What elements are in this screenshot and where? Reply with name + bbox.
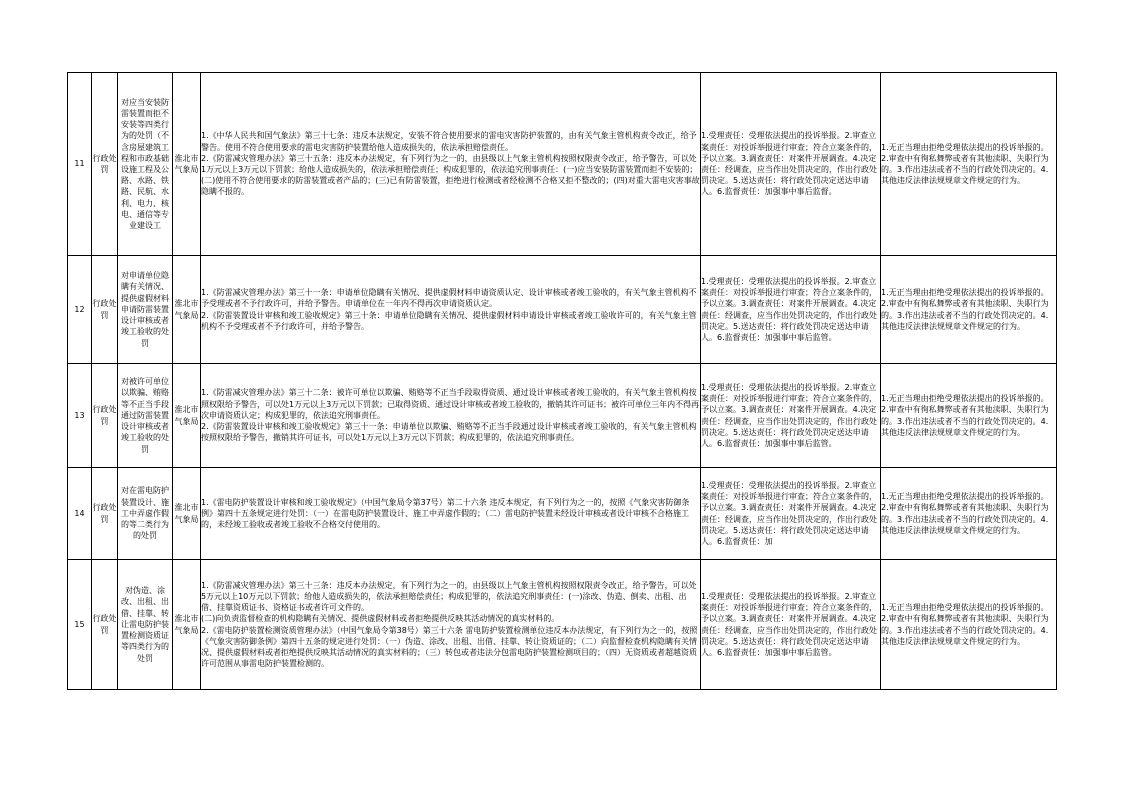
table-row (68, 468, 1057, 560)
table-row (68, 256, 1057, 364)
legal-basis (201, 256, 701, 364)
legal-basis (201, 560, 701, 690)
responsibility-items: 1.受理责任：受理依法提出的投诉举报。2.审查立案责任：对投诉举报进行审查；符合立案条件的，予以立案。3.调查责任：对案件开展调查。4.决定责任：经调查，应当作出处罚决定的，作出行政处罚决定。5.送达责任：将行政处罚决定送达申请人。6.监督责任：加强事中事后监管。 (701, 560, 881, 690)
implementing-department: 淮北市气象局 (173, 560, 201, 690)
power-item-name: 对在雷电防护装置设计、施工中弄虚作假的等二类行为的处罚 (118, 468, 173, 560)
power-item-text: 对应当安装防雷装置而拒不安装等四类行为的处罚（不含房屋建筑工程和市政基础设施工程及公路、水路、铁路、民航、水利、电力、核电、通信等专业建设工 (121, 97, 169, 231)
legal-basis-text: 1.《中华人民共和国气象法》第三十七条：违反本法规定，安装不符合使用要求的雷电灾害防护装置的，由有关气象主管机构责令改正，给予警告。使用不符合使用要求的雷电灾害防护装置给他人造成损失的，依法承担赔偿责任。 2.《防雷减灾管理办法》第三十五条：违反本办法规定，有下列行为之一的，由县级以上气象主管机构按照权限责令改正，给予警告，可以处1万元以上3万元以下罚款；给他人造成损失的，依法承担赔偿责任；构成犯罪的，依法追究刑事责任：(一)应当安装防雷装置而拒不安装的；(二)使用不符合使用要求的防雷装置或者产品的；(三)已有防雷装置，拒绝进行检测或者经检测不合格又拒不整改的；(四)对重大雷电灾害事故隐瞒不报的。 (201, 131, 700, 197)
accountability-cases: 1.无正当理由拒绝受理依法提出的投诉举报的。2.审查中有徇私舞弊或者有其他渎职、失职行为的。3.作出违法或者不当的行政处罚决定的。4.其他违反法律法规规章文件规定的行为。 (881, 73, 1057, 256)
power-item-name: 对被许可单位以欺骗、贿赂等不正当手段通过防雷装置设计审核或者竣工验收的处罚 (118, 364, 173, 468)
power-category: 行政处罚 (92, 468, 118, 560)
power-item-name: 对申请单位隐瞒有关情况、提供虚假材料申请防雷装置设计审核或者竣工验收的处罚 (118, 256, 173, 364)
implementing-department: 淮北市气象局 (173, 364, 201, 468)
accountability-cases: 1.无正当理由拒绝受理依法提出的投诉举报的。2.审查中有徇私舞弊或者有其他渎职、失职行为的。3.作出违法或者不当的行政处罚决定的。4.其他违反法律法规规章文件规定的行为。 (881, 256, 1057, 364)
implementing-department: 淮北市气象局 (173, 468, 201, 560)
responsibility-items: 1.受理责任：受理依法提出的投诉举报。2.审查立案责任：对投诉举报进行审查；符合立案条件的，予以立案。3.调查责任：对案件开展调查。4.决定责任：经调查，应当作出处罚决定的，作出行政处罚决定。5.送达责任：将行政处罚决定送达申请人。6.监督责任：加强事中事后监管。 (701, 256, 881, 364)
power-category: 行政处罚 (92, 364, 118, 468)
legal-basis (201, 73, 701, 256)
table-row (68, 560, 1057, 690)
implementing-department: 淮北市气象局 (173, 256, 201, 364)
accountability-cases: 1.无正当理由拒绝受理依法提出的投诉举报的。2.审查中有徇私舞弊或者有其他渎职、失职行为的。3.作出违法或者不当的行政处罚决定的。4.其他违反法律法规规章文件规定的行为。 (881, 560, 1057, 690)
row-number: 12 (68, 256, 92, 364)
legal-basis (201, 364, 701, 468)
responsibility-items: 1.受理责任：受理依法提出的投诉举报。2.审查立案责任：对投诉举报进行审查；符合立案条件的，予以立案。3.调查责任：对案件开展调查。4.决定责任：经调查，应当作出处罚决定的，作出行政处罚决定。5.送达责任：将行政处罚决定送达申请人。6.监督责任：加强事中事后监督。 (701, 73, 881, 256)
power-category: 行政处罚 (92, 256, 118, 364)
power-category: 行政处罚 (92, 560, 118, 690)
responsibility-items: 1.受理责任：受理依法提出的投诉举报。2.审查立案责任：对投诉举报进行审查；符合立案条件的，予以立案。3.调查责任：对案件开展调查。4.决定责任：经调查，应当作出处罚决定的，作出行政处罚决定。5.送达责任：将行政处罚决定送达申请人。6.监督责任：加 (701, 468, 881, 560)
row-number: 13 (68, 364, 92, 468)
legal-basis-text: 1.《防雷减灾管理办法》第三十二条：被许可单位以欺骗、贿赂等不正当手段取得资质、通过设计审核或者竣工验收的，有关气象主管机构按照权限给予警告，可以处1万元以上3万元以下罚款；已取得资质、通过设计审核或者竣工验收的，撤销其许可证书；被许可单位三年内不得再次申请资质认定；构成犯罪的，依法追究刑事责任。 2.《防雷装置设计审核和竣工验收规定》第三十一条：申请单位以欺骗、贿赂等不正当手段通过设计审核或者竣工验收的，有关气象主管机构按照权限给予警告，撤销其许可证书，可以处1万元以上3万元以下罚款；构成犯罪的，依法追究刑事责任。 (201, 388, 700, 443)
implementing-department: 淮北市气象局 (173, 73, 201, 256)
table-row (68, 364, 1057, 468)
accountability-cases: 1.无正当理由拒绝受理依法提出的投诉举报的。2.审查中有徇私舞弊或者有其他渎职、失职行为的。3.作出违法或者不当的行政处罚决定的。4.其他违反法律法规规章文件规定的行为。 (881, 364, 1057, 468)
power-item-name: 对伪造、涂改、出租、出借、挂靠、转让雷电防护装置检测资质证等四类行为的处罚 (118, 560, 173, 690)
row-number: 14 (68, 468, 92, 560)
accountability-cases: 1.无正当理由拒绝受理依法提出的投诉举报的。2.审查中有徇私舞弊或者有其他渎职、失职行为的。3.作出违法或者不当的行政处罚决定的。4.其他违反法律法规规章文件规定的行为。 (881, 468, 1057, 560)
legal-basis-text: 1.《雷电防护装置设计审核和竣工验收规定》（中国气象局令第37号）第二十六条 违反本规定，有下列行为之一的，按照《气象灾害防御条例》第四十五条规定进行处罚：（一）在雷电防护装置设计、施工中弄虚作假的；（二）雷电防护装置未经设计审核或者设计审核不合格施工的，未经竣工验收或者竣工验收不合格交付使用的。 (201, 497, 690, 530)
power-category: 行政处罚 (92, 73, 118, 256)
power-list-table (67, 72, 1057, 690)
table-row (68, 73, 1057, 256)
legal-basis-text: 1.《防雷减灾管理办法》第三十一条：申请单位隐瞒有关情况、提供虚假材料申请资质认定、设计审核或者竣工验收的，有关气象主管机构不予受理或者不予行政许可，并给予警告。申请单位在一年内不得再次申请资质认定。 2.《防雷装置设计审核和竣工验收规定》第三十条：申请单位隐瞒有关情况、提供虚假材料申请设计审核或者竣工验收许可的，有关气象主管机构不予受理或者不予行政许可，并给予警告。 (201, 288, 697, 331)
row-number: 15 (68, 560, 92, 690)
responsibility-items: 1.受理责任：受理依法提出的投诉举报。2.审查立案责任：对投诉举报进行审查；符合立案条件的，予以立案。3.调查责任：对案件开展调查。4.决定责任：经调查，应当作出处罚决定的，作出行政处罚决定。5.送达责任：将行政处罚决定送达申请人。6.监督责任：加强事中事后监管。 (701, 364, 881, 468)
power-item-name (118, 73, 173, 256)
row-number: 11 (68, 73, 92, 256)
legal-basis-text: 1.《防雷减灾管理办法》第三十三条：违反本办法规定，有下列行为之一的，由县级以上气象主管机构按照权限责令改正，给予警告，可以处5万元以上10万元以下罚款；给他人造成损失的，依法承担赔偿责任；构成犯罪的，依法追究刑事责任：(一)涂改、伪造、倒卖、出租、出借、挂靠资质证书、资格证书或者许可文件的。 (二)向负责监督检查的机构隐瞒有关情况、提供虚假材料或者拒绝提供反映其活动情况的真实材料的。 2.《雷电防护装置检测资质管理办法》（中国气象局令第38号）第三十六条 雷电防护装置检测单位违反本办法规定，有下列行为之一的，按照《气象灾害防御条例》第四十五条的规定进行处罚：（一）伪造、涂改、出租、出借、挂靠、转让资质证的；（二）向监督检查机构隐瞒有关情况、提供虚假材料或者拒绝提供反映其活动情况的真实材料的；（三）转包或者违法分包雷电防护装置检测项目的；（四）无资质或者超越资质许可范围从事雷电防护装置检测的。 (201, 580, 698, 669)
legal-basis (201, 468, 701, 560)
